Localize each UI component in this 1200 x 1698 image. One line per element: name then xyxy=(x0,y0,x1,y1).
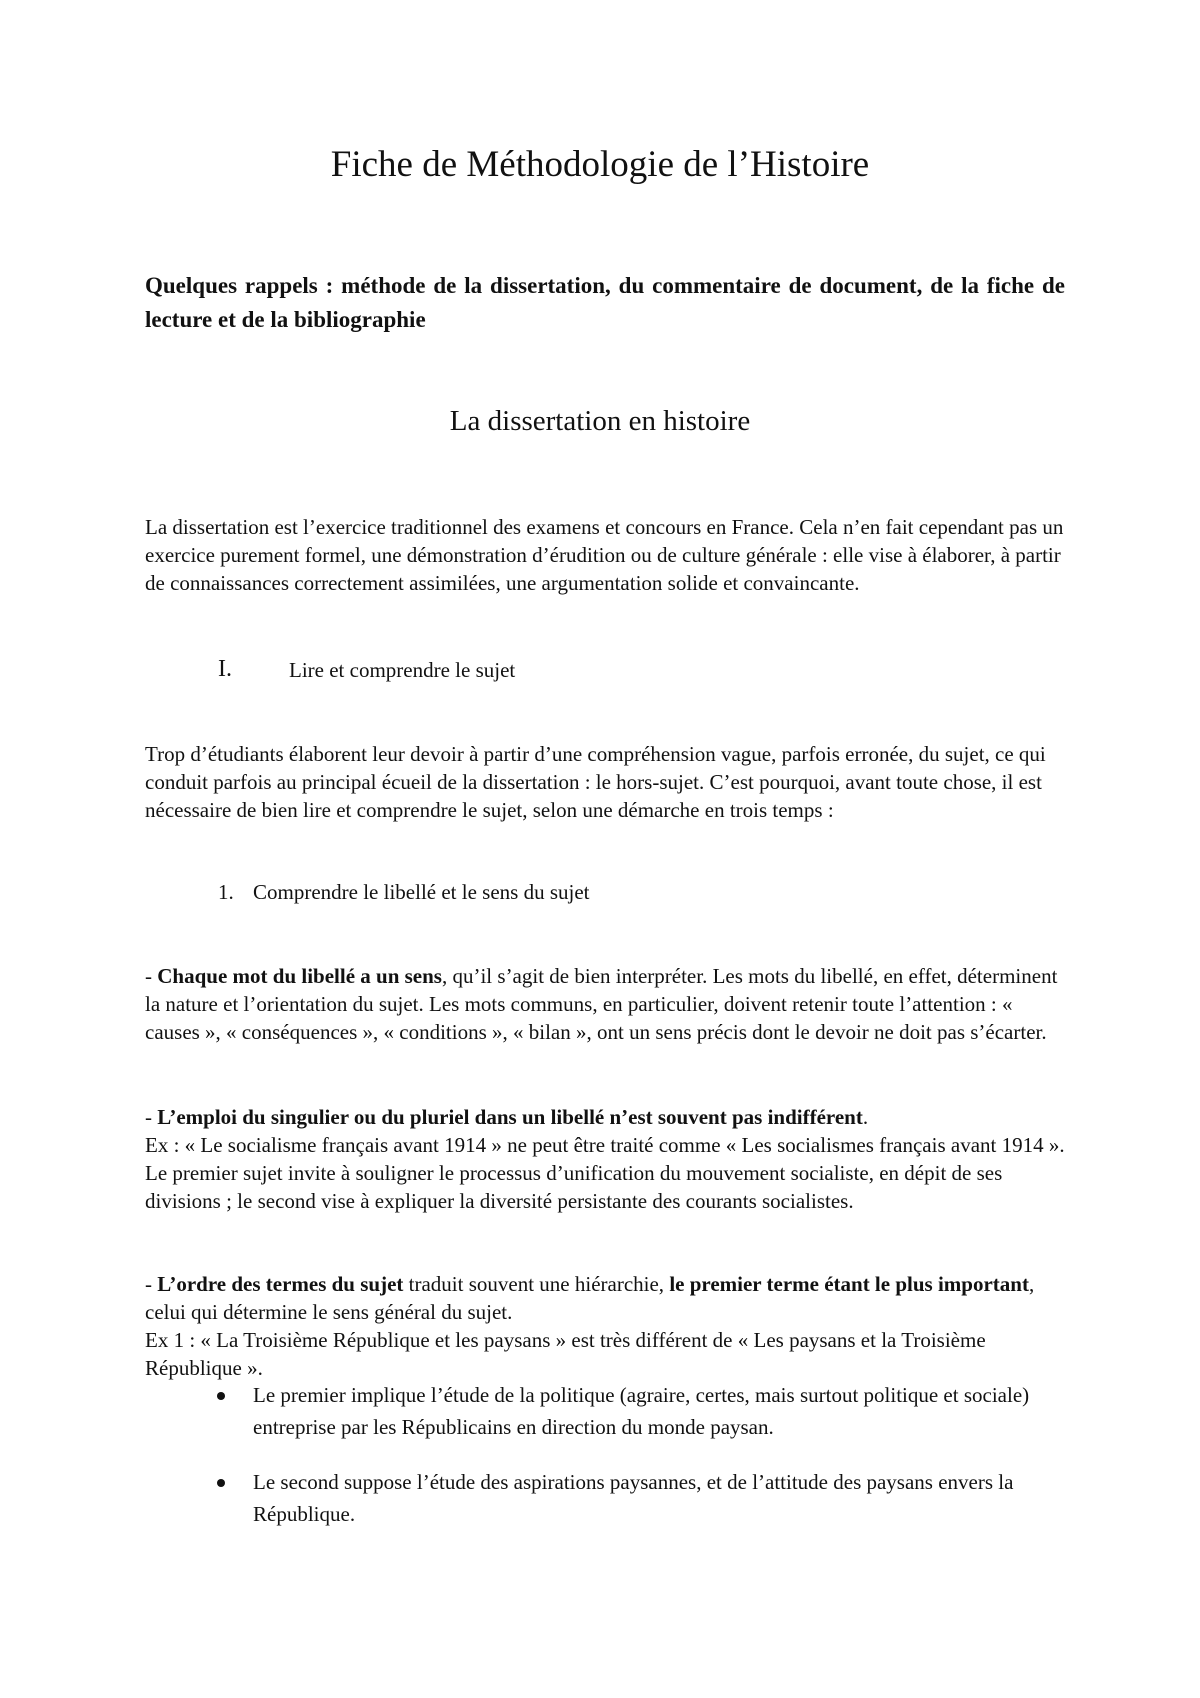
point3-paragraph xyxy=(145,1270,1065,1382)
point1-text: , qu’il s’agit de bien interpréter. Les mots du libellé, en effet, déterminent la nature et l’orientation du sujet. Les mots communs, en particulier, doivent retenir toute l’attention : « causes », « conséquences », « conditions », « bilan », ont un sens précis dont le devoir ne doit pas s’écarter. xyxy=(145,964,1058,1044)
part1-numeral: I. xyxy=(218,656,232,682)
bullet-2-text: Le second suppose l’étude des aspirations paysannes, et de l’attitude des paysans envers la République. xyxy=(253,1470,1014,1526)
part1-intro-paragraph: Trop d’étudiants élaborent leur devoir à partir d’une compréhension vague, parfois erronée, du sujet, ce qui conduit parfois au principal écueil de la dissertation : le hors-sujet. C’est pourquoi, avant toute chose, il est nécessaire de bien lire et comprendre le sujet, selon une démarche en trois temps : xyxy=(145,742,1046,822)
point3-bold-terms: L’ordre des termes du sujet xyxy=(157,1272,404,1296)
point1-paragraph xyxy=(145,962,1065,1046)
point2-paragraph xyxy=(145,1103,1065,1215)
point3-bold-first-term: le premier terme étant le plus important xyxy=(669,1272,1029,1296)
point3-prefix: - xyxy=(145,1272,158,1296)
document-title: Fiche de Méthodologie de l’Histoire xyxy=(330,144,870,185)
point3-text-end: , celui qui détermine le sens général du sujet. xyxy=(145,1272,1035,1324)
step1-heading: Comprendre le libellé et le sens du sujet xyxy=(253,880,590,904)
section-title: La dissertation en histoire xyxy=(449,405,751,437)
point2-prefix: - xyxy=(145,1105,158,1129)
bullet-2-icon xyxy=(217,1479,225,1487)
bullet-1-icon xyxy=(217,1392,225,1400)
part1-heading: Lire et comprendre le sujet xyxy=(289,658,516,682)
point3-text-mid: traduit souvent une hiérarchie, xyxy=(403,1272,670,1296)
point2-bold: L’emploi du singulier ou du pluriel dans un libellé n’est souvent pas indifférent xyxy=(157,1105,863,1129)
document-subtitle: Quelques rappels : méthode de la dissertation, du commentaire de document, de la fiche de lecture et de la bibliographie xyxy=(145,273,1065,332)
intro-paragraph: La dissertation est l’exercice traditionnel des examens et concours en France. Cela n’en fait cependant pas un exercice purement formel, une démonstration d’érudition ou de culture générale : elle vise à élaborer, à partir de connaissances correctement assimilées, une argumentation solide et convaincante. xyxy=(145,515,1064,595)
point2-text: . xyxy=(862,1105,869,1129)
point2-example: Ex : « Le socialisme français avant 1914 » ne peut être traité comme « Les socialismes français avant 1914 ». Le premier sujet invite à souligner le processus d’unification du mouvement socialiste, en dépit de ses divisions ; le second vise à expliquer la diversité persistante des courants socialistes. xyxy=(145,1133,1065,1213)
point1-prefix: - xyxy=(145,964,158,988)
point3-example: Ex 1 : « La Troisième République et les paysans » est très différent de « Les paysans et la Troisième République ». xyxy=(145,1328,986,1380)
point1-bold: Chaque mot du libellé a un sens xyxy=(157,964,442,988)
step1-number: 1. xyxy=(218,880,234,904)
bullet-1-text: Le premier implique l’étude de la politique (agraire, certes, mais surtout politique et sociale) entreprise par les Républicains en direction du monde paysan. xyxy=(253,1383,1030,1439)
